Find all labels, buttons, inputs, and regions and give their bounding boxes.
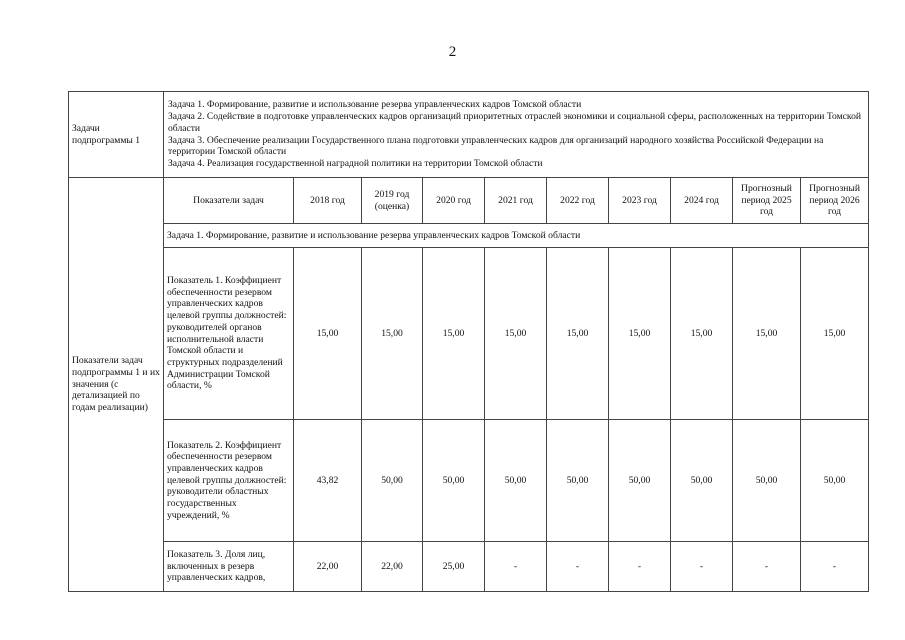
header-year: 2023 год [609,178,671,224]
indicator-value: - [671,542,733,592]
indicator-value: 15,00 [609,248,671,420]
header-year: 2022 год [547,178,609,224]
task1-row [69,224,869,248]
tasks-label: Задачи подпрограммы 1 [69,92,164,178]
indicator-value: 50,00 [485,420,547,542]
header-year: 2024 год [671,178,733,224]
task-item: Задача 2. Содействие в подготовке управленческих кадров организаций приоритетных отраслей экономики и социальной сферы, расположенных на территории Томской области [168,111,862,134]
indicator-value: 50,00 [733,420,801,542]
task-item: Задача 3. Обеспечение реализации Государственного плана подготовки управленческих кадров для организаций народного хозяйства Российской Федерации на территории Томской области [168,134,824,158]
header-year: 2018 год [294,178,362,224]
header-year: Прогнозный период 2026 год [801,178,869,224]
indicator-value: 15,00 [547,248,609,420]
header-indicator-name: Показатели задач [164,178,294,224]
indicators-label: Показатели задач подпрограммы 1 и их значения (с детализацией по годам реализации) [69,178,164,592]
indicator-value: 15,00 [423,248,485,420]
task-item: Задача 4. Реализация государственной наградной политики на территории Томской области [168,157,543,169]
indicator-value: 50,00 [609,420,671,542]
task-item: Задача 1. Формирование, развитие и использование резерва управленческих кадров Томской области [168,99,582,111]
program-table [68,91,869,592]
task1-title: Задача 1. Формирование, развитие и использование резерва управленческих кадров Томской области [164,224,869,248]
tasks-list [164,92,869,178]
header-year: 2021 год [485,178,547,224]
indicator-value: 15,00 [485,248,547,420]
indicator-row [69,248,869,420]
header-row [69,178,869,224]
indicator-name: Показатель 3. Доля лиц, включенных в резерв управленческих кадров, [164,542,294,592]
indicator-value: - [547,542,609,592]
tasks-row [69,92,869,178]
indicator-value: - [801,542,869,592]
indicator-row [69,420,869,542]
indicator-row [69,542,869,592]
indicator-value: - [485,542,547,592]
header-year: Прогнозный период 2025 год [733,178,801,224]
header-year: 2019 год (оценка) [362,178,423,224]
indicator-value: 50,00 [671,420,733,542]
indicator-value: - [733,542,801,592]
page-number: 2 [448,44,457,60]
indicator-value: 43,82 [294,420,362,542]
indicator-value: - [609,542,671,592]
indicator-value: 15,00 [671,248,733,420]
indicator-value: 50,00 [801,420,869,542]
indicator-value: 50,00 [423,420,485,542]
indicator-name: Показатель 2. Коэффициент обеспеченности резервом управленческих кадров целевой группы должностей: руководители областных государственных учреждений, % [164,420,294,542]
indicator-value: 50,00 [547,420,609,542]
indicator-value: 22,00 [294,542,362,592]
indicator-value: 22,00 [362,542,423,592]
indicator-value: 50,00 [362,420,423,542]
indicator-value: 15,00 [733,248,801,420]
indicator-value: 15,00 [362,248,423,420]
indicator-value: 15,00 [801,248,869,420]
header-year: 2020 год [423,178,485,224]
indicator-value: 15,00 [294,248,362,420]
indicator-name: Показатель 1. Коэффициент обеспеченности резервом управленческих кадров целевой группы должностей: руководителей органов исполнительной власти Томской области и структурных подразделений Администрации Томской области, % [164,248,294,420]
indicator-value: 25,00 [423,542,485,592]
